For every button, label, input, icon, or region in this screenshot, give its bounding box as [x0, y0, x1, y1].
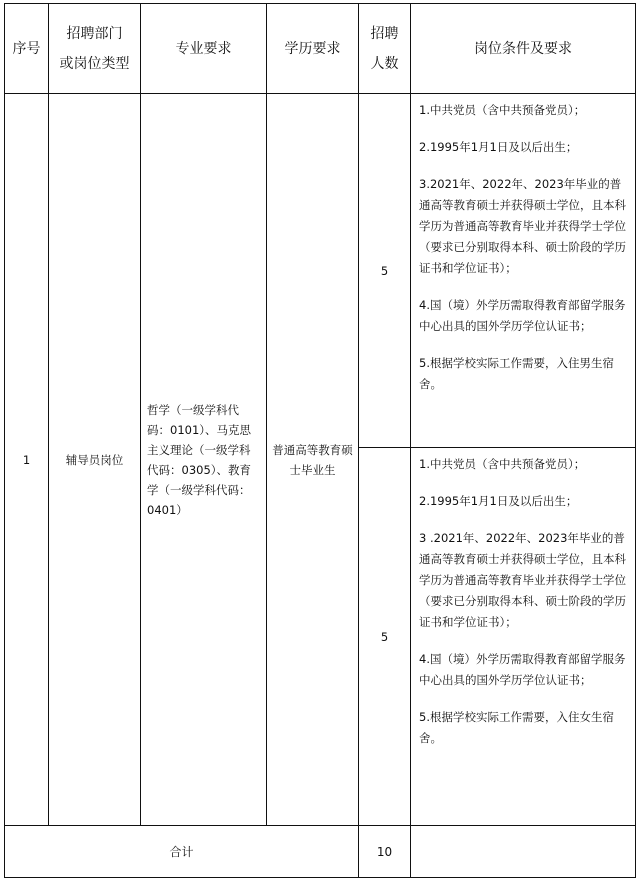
- row-post: 辅导员岗位: [49, 94, 141, 826]
- total-count: 10: [359, 826, 411, 878]
- header-dept: [49, 4, 141, 94]
- header-count: [359, 4, 411, 94]
- condition-item: 3.2021年、2022年、2023年毕业的普通高等教育硕士并获得硕士学位，且本科学历为普通高等教育毕业并获得学士学位（要求已分别取得本科、硕士阶段的学历证书和学位证书）；: [419, 177, 626, 275]
- condition-item: 4.国（境）外学历需取得教育部留学服务中心出具的国外学历学位认证书；: [419, 298, 626, 333]
- row-conditions-1: [411, 94, 636, 448]
- header-dept-line2: 或岗位类型: [59, 55, 130, 72]
- row-count-1: 5: [359, 94, 411, 448]
- row-conditions-2: [411, 448, 636, 826]
- condition-item: 2.1995年1月1日及以后出生；: [419, 494, 578, 508]
- row-count-2: 5: [359, 448, 411, 826]
- header-row: [5, 4, 636, 94]
- header-edu: 学历要求: [267, 4, 359, 94]
- row-major: 哲学（一级学科代码：0101）、马克思主义理论（一级学科代码：0305）、教育学（一级学科代码：0401）: [141, 94, 267, 826]
- header-dept-line1: 招聘部门: [66, 25, 123, 42]
- header-seq: 序号: [5, 4, 49, 94]
- header-conditions: 岗位条件及要求: [411, 4, 636, 94]
- row-seq: 1: [5, 94, 49, 826]
- recruitment-table: [4, 3, 636, 878]
- condition-item: 1.中共党员（含中共预备党员）；: [419, 103, 586, 117]
- condition-item: 1.中共党员（含中共预备党员）；: [419, 457, 586, 471]
- total-row: [5, 826, 636, 878]
- condition-item: 5.根据学校实际工作需要，入住男生宿舍。: [419, 356, 614, 391]
- header-major: 专业要求: [141, 4, 267, 94]
- header-count-line1: 招聘: [370, 25, 399, 42]
- table-row: [5, 94, 636, 448]
- total-empty-cell: [411, 826, 636, 878]
- condition-item: 3 .2021年、2022年、2023年毕业的普通高等教育硕士并获得硕士学位，且本科学历为普通高等教育毕业并获得学士学位（要求已分别取得本科、硕士阶段的学历证书和学位证书）；: [419, 531, 626, 629]
- row-edu: 普通高等教育硕士毕业生: [267, 94, 359, 826]
- header-count-line2: 人数: [370, 55, 399, 72]
- condition-item: 4.国（境）外学历需取得教育部留学服务中心出具的国外学历学位认证书；: [419, 652, 626, 687]
- condition-item: 2.1995年1月1日及以后出生；: [419, 140, 578, 154]
- condition-item: 5.根据学校实际工作需要，入住女生宿舍。: [419, 710, 614, 745]
- total-label: 合计: [5, 826, 359, 878]
